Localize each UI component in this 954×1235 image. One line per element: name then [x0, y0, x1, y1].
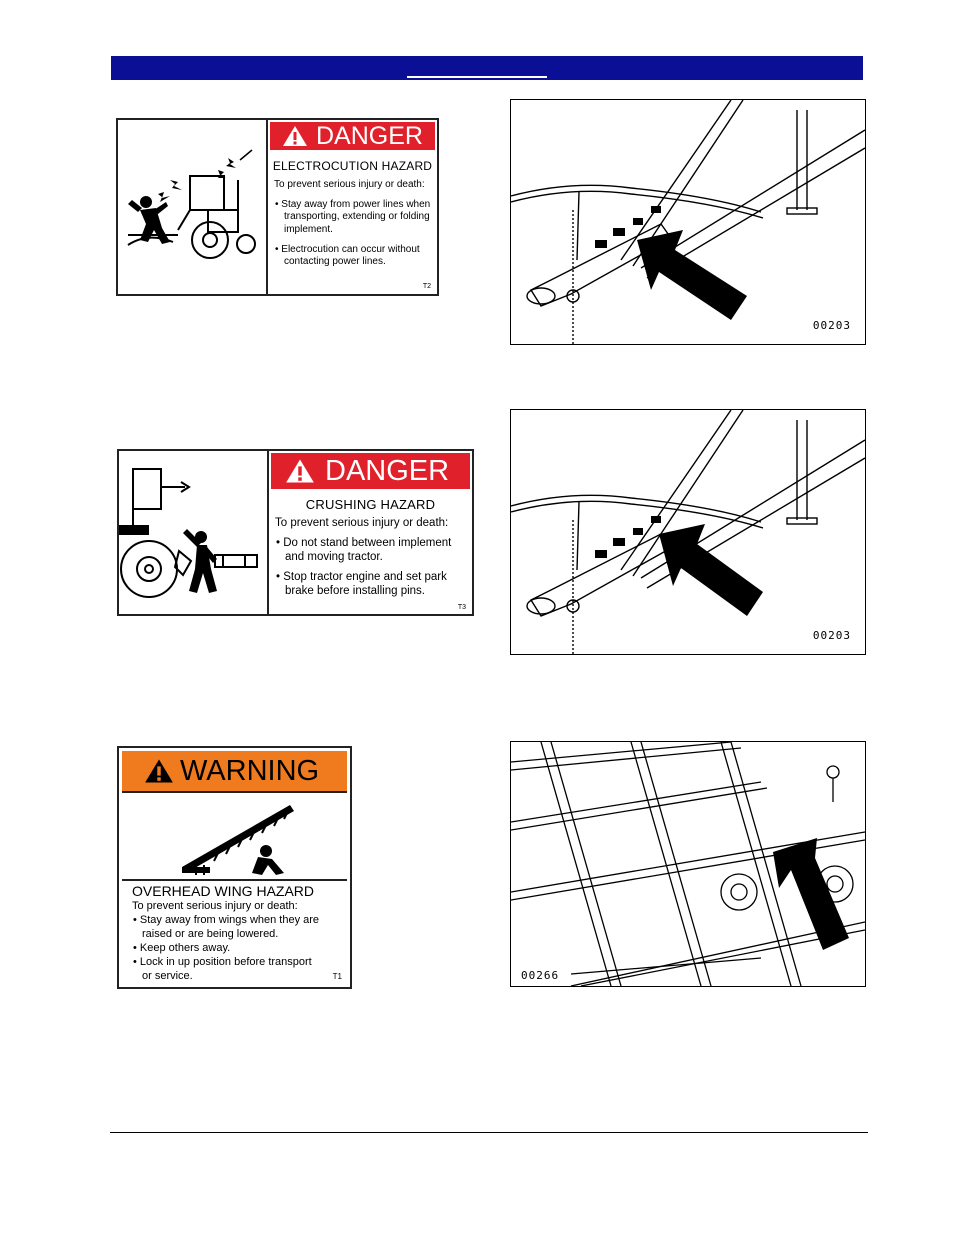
warning-triangle-icon: [282, 125, 308, 147]
decal-code: T3: [457, 604, 466, 611]
warning-triangle-icon: [144, 758, 174, 784]
decal-overhead-wing: [117, 746, 352, 989]
decal-code: T2: [422, 283, 431, 290]
hazard-title: CRUSHING HAZARD: [305, 497, 436, 512]
decal-intro: To prevent serious injury or death:: [132, 900, 298, 912]
decal-bullet: • Do not stand between implement and moving tractor.: [276, 537, 452, 564]
footer-rule: [110, 1132, 868, 1133]
warning-triangle-icon: [285, 458, 315, 484]
danger-header: [269, 451, 472, 491]
signal-word: DANGER: [316, 121, 423, 150]
decal-bullet: • Stay away from wings when they are raised or are being lowered.: [133, 914, 320, 941]
decal-intro: To prevent serious injury or death:: [274, 179, 425, 190]
figure-number: 00203: [812, 319, 851, 332]
signal-word: WARNING: [180, 754, 320, 787]
crushing-illustration: [119, 451, 269, 614]
header-underline: [407, 76, 547, 78]
signal-word: DANGER: [325, 454, 450, 487]
figure-hitch-2: [510, 409, 866, 655]
decal-bullet: • Stop tractor engine and set park brake before installing pins.: [276, 571, 447, 598]
hazard-title: ELECTROCUTION HAZARD: [272, 159, 433, 173]
hazard-title: OVERHEAD WING HAZARD: [132, 883, 315, 899]
warning-header: [122, 751, 347, 793]
decal-electrocution: [116, 118, 439, 296]
danger-header: [268, 120, 437, 152]
figure-number: 00266: [521, 969, 560, 982]
decal-intro: To prevent serious injury or death:: [275, 517, 449, 529]
figure-hitch-1: [510, 99, 866, 345]
figure-frame: [510, 741, 866, 987]
overhead-wing-illustration: [122, 793, 347, 879]
decal-bullet: • Lock in up position before transport or service.: [133, 956, 312, 983]
electrocution-illustration: [118, 120, 268, 294]
decal-bullet: • Keep others away.: [133, 942, 231, 955]
decal-code: T1: [332, 972, 342, 981]
decal-bullet: • Stay away from power lines when transporting, extending or folding implement.: [275, 199, 431, 235]
decal-bullet: • Electrocution can occur without contacting power lines.: [275, 243, 420, 267]
figure-number: 00203: [812, 629, 851, 642]
decal-crushing: [117, 449, 474, 616]
